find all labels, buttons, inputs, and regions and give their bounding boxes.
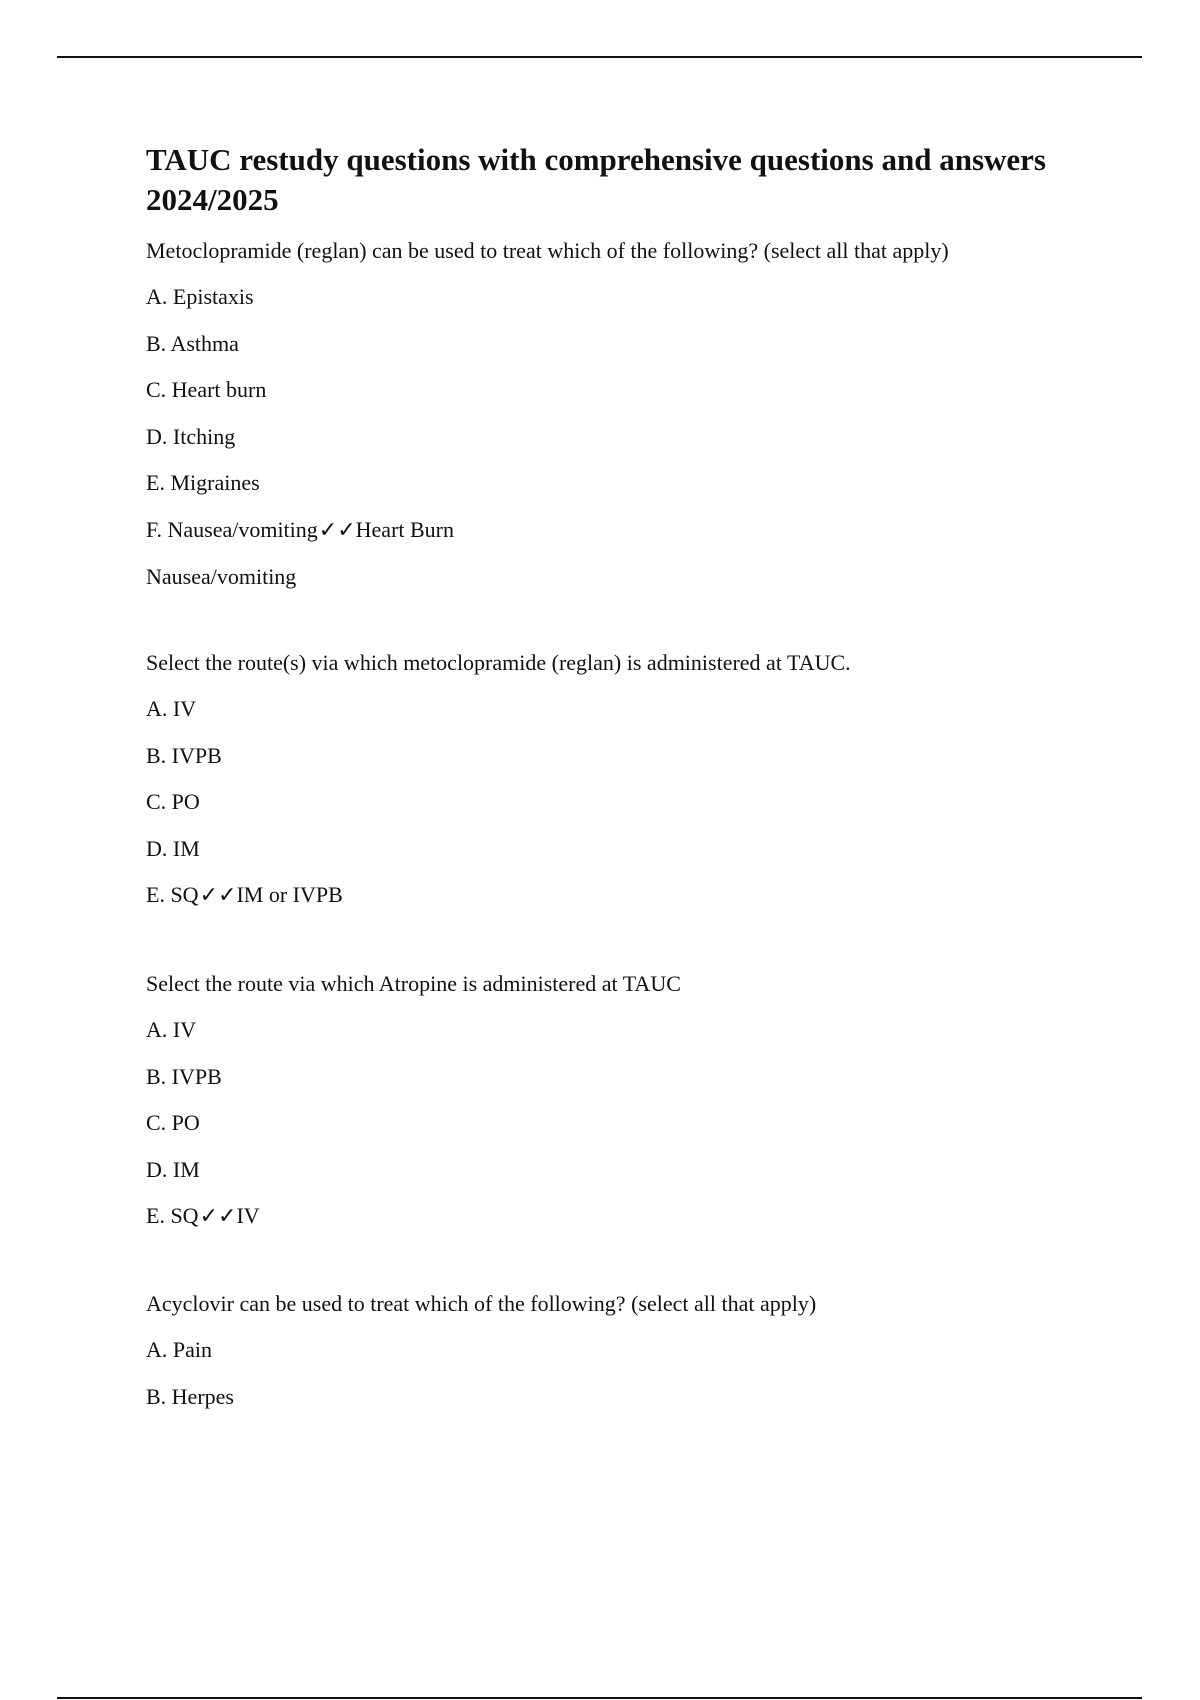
answer-option-with-answer (146, 882, 1106, 909)
correct-answer: IM or IVPB (236, 882, 343, 907)
answer-option-with-answer (146, 1203, 1106, 1230)
answer-option-text: F. Nausea/vomiting (146, 516, 318, 542)
answer-option: A. IV (146, 1017, 197, 1042)
double-check-icon: ✓✓ (318, 517, 356, 543)
answer-option: C. Heart burn (146, 377, 267, 402)
answer-option: B. IVPB (146, 742, 222, 768)
question-prompt: Acyclovir can be used to treat which of the following? (select all that apply) (146, 1291, 817, 1316)
footer-rule (57, 1697, 1142, 1699)
question-block (146, 971, 1106, 1230)
question-prompt: Select the route(s) via which metoclopramide (reglan) is administered at TAUC. (146, 650, 851, 675)
answer-option: C. PO (146, 1110, 200, 1135)
correct-answer: IV (236, 1203, 260, 1228)
document-body (146, 140, 1106, 1430)
answer-option: D. IM (146, 835, 200, 861)
correct-answer: Heart Burn (355, 516, 455, 542)
question-block (146, 238, 1106, 590)
answer-option: B. Herpes (146, 1383, 234, 1409)
answer-option: A. IV (146, 696, 197, 721)
double-check-icon: ✓✓ (199, 883, 237, 908)
answer-option-text: E. SQ (146, 1203, 199, 1228)
correct-answer-continued: Nausea/vomiting (146, 564, 297, 589)
double-check-icon: ✓✓ (199, 1204, 237, 1229)
question-block (146, 1291, 1106, 1410)
question-prompt: Select the route via which Atropine is administered at TAUC (146, 971, 681, 996)
answer-option-with-answer (146, 517, 1106, 544)
answer-option: D. IM (146, 1156, 200, 1182)
answer-option: B. Asthma (146, 330, 239, 356)
answer-option: A. Pain (146, 1337, 212, 1362)
document-title: TAUC restudy questions with comprehensive questions and answers 2024/2025 (146, 142, 1046, 217)
answer-option: C. PO (146, 789, 200, 814)
question-prompt: Metoclopramide (reglan) can be used to treat which of the following? (select all that apply) (146, 238, 949, 263)
answer-option: A. Epistaxis (146, 284, 254, 309)
question-block (146, 650, 1106, 909)
answer-option: D. Itching (146, 423, 236, 449)
header-rule (57, 56, 1142, 58)
answer-option: B. IVPB (146, 1063, 222, 1089)
answer-option-text: E. SQ (146, 882, 199, 907)
answer-option: E. Migraines (146, 470, 260, 495)
